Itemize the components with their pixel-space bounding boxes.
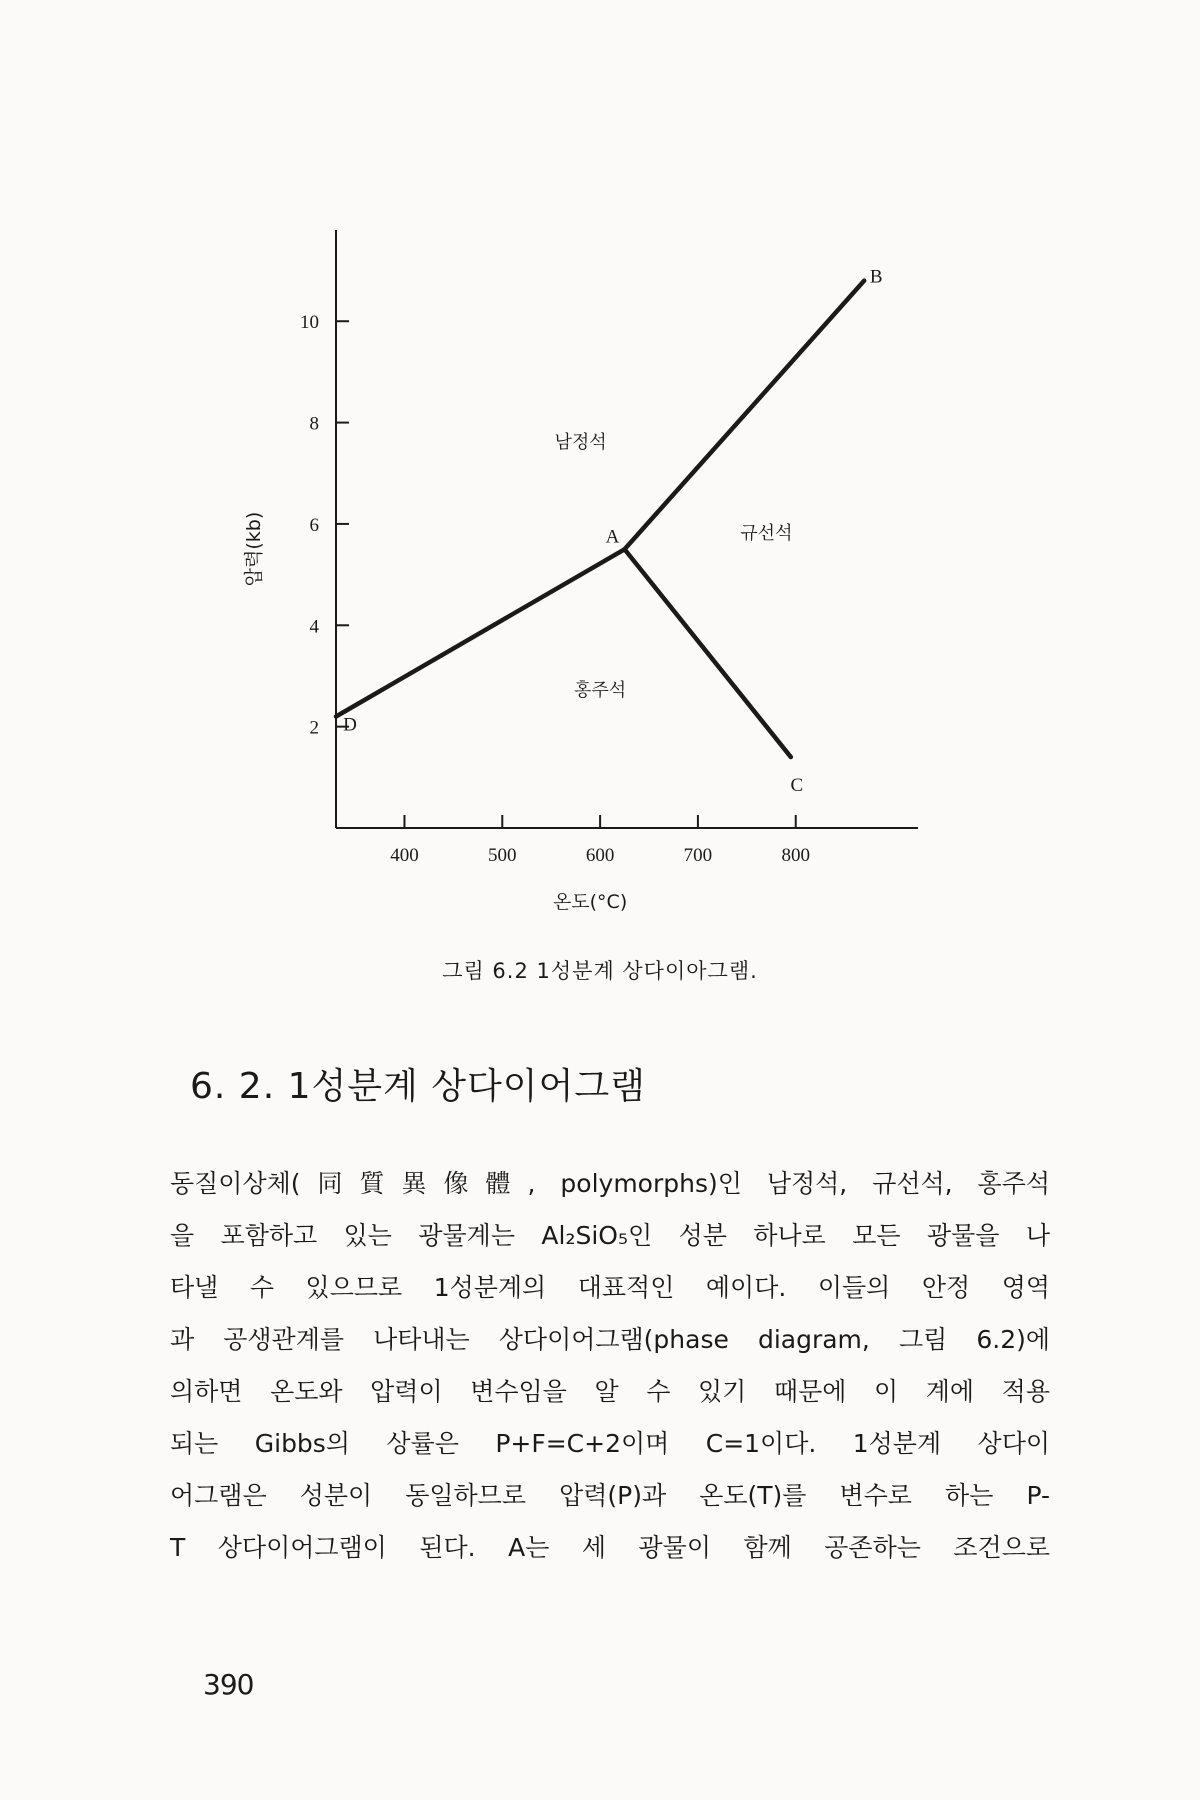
- body-line: 을 포함하고 있는 광물계는 Al₂SiO₅인 성분 하나로 모든 광물을 나: [170, 1221, 1050, 1250]
- phase-boundary-line: [625, 549, 791, 757]
- y-tick-label: 8: [309, 413, 319, 435]
- x-tick-label: 400: [390, 845, 419, 866]
- x-tick-label: 700: [683, 845, 713, 866]
- body-line: 의하면 온도와 압력이 변수임을 알 수 있기 때문에 이 계에 적용: [170, 1377, 1050, 1406]
- y-tick-label: 4: [309, 616, 319, 638]
- body-line: 타낼 수 있으므로 1성분계의 대표적인 예이다. 이들의 안정 영역: [170, 1273, 1050, 1302]
- phase-boundary-line: [625, 281, 865, 550]
- region-label: 홍주석: [574, 680, 627, 702]
- point-label-d: D: [343, 714, 357, 736]
- y-axis-title: 압력(kb): [243, 511, 265, 587]
- body-line: 되는 Gibbs의 상률은 P+F=C+2이며 C=1이다. 1성분계 상다이: [170, 1429, 1050, 1458]
- region-label: 남정석: [554, 431, 607, 453]
- y-tick-label: 2: [309, 717, 319, 739]
- chart-labels: [243, 267, 883, 913]
- x-tick-label: 600: [585, 845, 615, 866]
- x-tick-label: 500: [488, 845, 517, 866]
- body-line: 과 공생관계를 나타내는 상다이어그램(phase diagram, 그림 6.2)에: [170, 1325, 1050, 1354]
- section-heading: 6. 2. 1성분계 상다이어그램: [190, 1066, 646, 1107]
- point-label-b: B: [869, 266, 883, 288]
- point-label-a: A: [605, 526, 620, 548]
- x-tick-label: 800: [781, 845, 810, 866]
- page-number: 390: [203, 1668, 254, 1701]
- body-line: T 상다이어그램이 된다. A는 세 광물이 함께 공존하는 조건으로: [170, 1533, 1050, 1562]
- body-line: 어그램은 성분이 동일하므로 압력(P)과 온도(T)를 변수로 하는 P-: [170, 1481, 1050, 1510]
- point-label-c: C: [790, 775, 804, 797]
- y-tick-label: 6: [309, 514, 319, 536]
- body-paragraph: [170, 1158, 1050, 1574]
- figure-caption: 그림 6.2 1성분계 상다이아그램.: [442, 959, 758, 983]
- x-axis-title: 온도(°C): [552, 891, 628, 913]
- body-line: 동질이상체(同質異像體, polymorphs)인 남정석, 규선석, 홍주석: [170, 1169, 1050, 1198]
- region-label: 규선석: [740, 523, 793, 545]
- y-tick-label: 10: [300, 312, 319, 334]
